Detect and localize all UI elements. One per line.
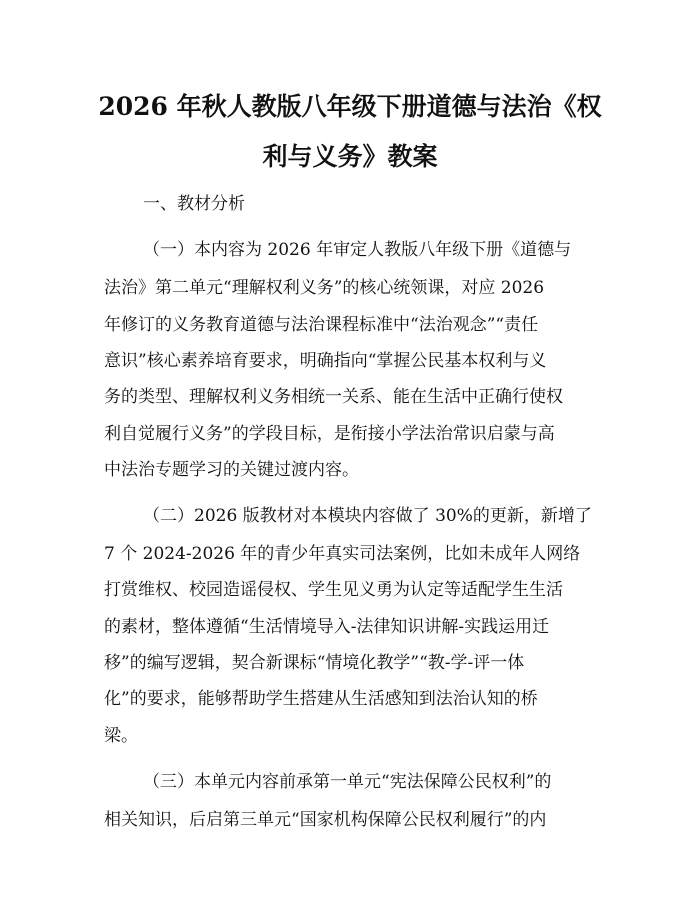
paragraph-2-line-4: 的素材，整体遵循“生活情境导入-法律知识讲解-实践运用迁 bbox=[104, 617, 550, 637]
paragraph-3-line-2: 相关知识，后启第三单元“国家机构保障公民权利履行”的内 bbox=[104, 810, 547, 830]
document-title-line-2: 利与义务》教案 bbox=[262, 142, 438, 171]
paragraph-2-line-2: 7 个 2024-2026 年的青少年真实司法案例，比如未成年人网络 bbox=[104, 544, 581, 564]
section-heading: 一、教材分析 bbox=[143, 194, 245, 214]
paragraph-2-line-6: 化”的要求，能够帮助学生搭建从生活感知到法治认知的桥 bbox=[104, 689, 538, 709]
paragraph-3-line-1: （三）本单元内容前承第一单元“宪法保障公民权利”的 bbox=[143, 772, 552, 792]
paragraph-1-line-4: 意识”核心素养培育要求，明确指向“掌握公民基本权利与义 bbox=[104, 351, 547, 371]
document-title-line-1: 2026 年秋人教版八年级下册道德与法治《权 bbox=[98, 92, 602, 121]
paragraph-2-line-5: 移”的编写逻辑，契合新课标“情境化教学”“教-学-评一体 bbox=[104, 653, 525, 673]
paragraph-2-line-1: （二）2026 版教材对本模块内容做了 30%的更新，新增了 bbox=[143, 506, 592, 526]
paragraph-1-line-3: 年修订的义务教育道德与法治课程标准中“法治观念”“责任 bbox=[104, 315, 539, 335]
paragraph-2-line-3: 打赏维权、校园造谣侵权、学生见义勇为认定等适配学生生活 bbox=[104, 580, 563, 600]
paragraph-1-line-2: 法治》第二单元“理解权利义务”的核心统领课，对应 2026 bbox=[104, 278, 545, 298]
paragraph-1-line-1: （一）本内容为 2026 年审定人教版八年级下册《道德与 bbox=[143, 240, 572, 260]
paragraph-1-line-5: 务的类型、理解权利义务相统一关系、能在生活中正确行使权 bbox=[104, 387, 563, 407]
paragraph-1-line-6: 利自觉履行义务”的学段目标，是衔接小学法治常识启蒙与高 bbox=[104, 424, 555, 444]
paragraph-1-line-7: 中法治专题学习的关键过渡内容。 bbox=[104, 460, 359, 480]
paragraph-2-line-7: 梁。 bbox=[104, 726, 138, 746]
